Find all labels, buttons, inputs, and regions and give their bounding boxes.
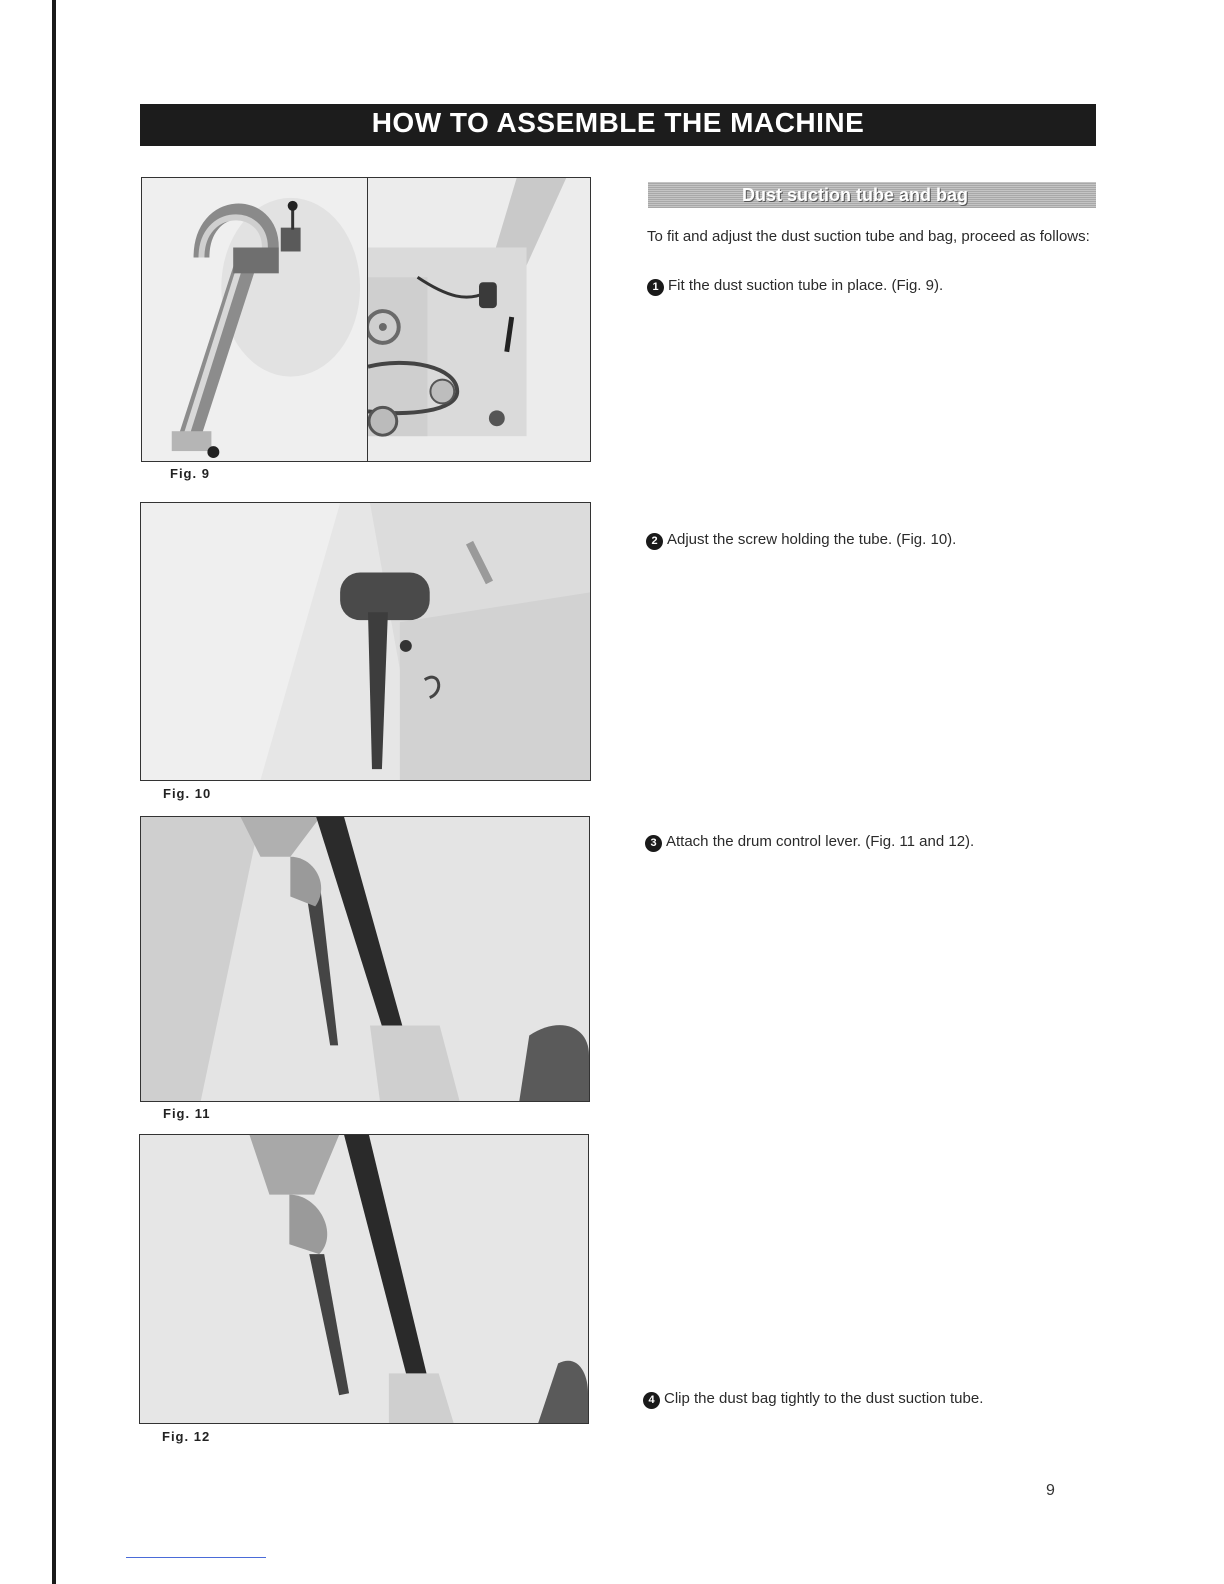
figure-9-photo-machine bbox=[367, 177, 591, 462]
binding-edge bbox=[52, 0, 56, 1584]
section-heading bbox=[648, 182, 1096, 208]
figure-9-caption: Fig. 9 bbox=[170, 466, 210, 481]
step-2-number: 2 bbox=[646, 533, 663, 550]
step-2 bbox=[646, 530, 956, 550]
figure-11-caption: Fig. 11 bbox=[163, 1106, 211, 1121]
figure-10-photo bbox=[140, 502, 591, 781]
step-3-text: Attach the drum control lever. (Fig. 11 and 12). bbox=[666, 833, 975, 850]
step-4-number: 4 bbox=[643, 1392, 660, 1409]
step-3 bbox=[645, 832, 974, 852]
section-heading-text: Dust suction tube and bag bbox=[742, 185, 969, 205]
step-4-text: Clip the dust bag tightly to the dust suction tube. bbox=[664, 1390, 984, 1407]
page-number: 9 bbox=[1046, 1482, 1055, 1499]
figure-12-photo bbox=[139, 1134, 589, 1424]
figure-9-photo-tube bbox=[141, 177, 369, 462]
page-title: HOW TO ASSEMBLE THE MACHINE bbox=[140, 104, 1096, 146]
step-3-number: 3 bbox=[645, 835, 662, 852]
step-4 bbox=[643, 1389, 983, 1409]
figure-10-caption: Fig. 10 bbox=[163, 786, 212, 801]
figure-12-caption: Fig. 12 bbox=[162, 1429, 211, 1444]
intro-paragraph: To fit and adjust the dust suction tube and bag, proceed as follows: bbox=[647, 228, 1090, 245]
figure-11-photo bbox=[140, 816, 590, 1102]
step-2-text: Adjust the screw holding the tube. (Fig. 10). bbox=[667, 531, 957, 548]
step-1-number: 1 bbox=[647, 279, 664, 296]
step-1 bbox=[647, 276, 943, 296]
step-1-text: Fit the dust suction tube in place. (Fig. 9). bbox=[668, 277, 944, 294]
footer-rule bbox=[126, 1557, 266, 1558]
